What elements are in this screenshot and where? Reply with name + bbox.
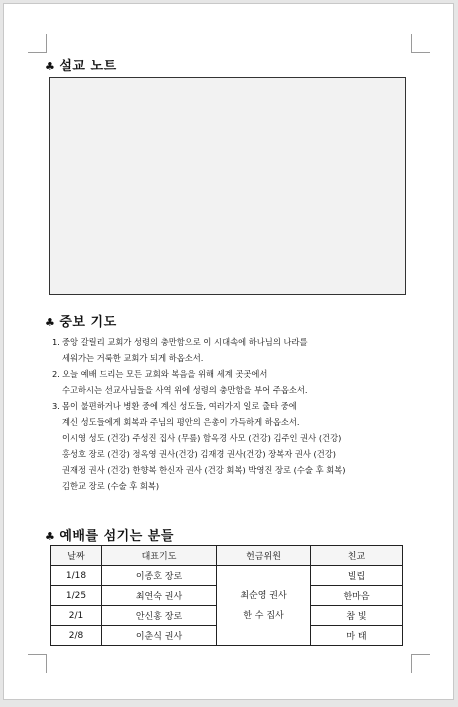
cell-date: 2/1	[51, 606, 102, 626]
prayer-line: 중앙 갈릴리 교회가 성령의 충만함으로 이 시대속에 하나님의 나라를	[62, 337, 308, 347]
prayer-line: 몸이 불편하거나 병환 중에 계신 성도들, 여러가지 일로 출타 중에	[62, 401, 297, 411]
header-fellowship: 친교	[311, 546, 403, 566]
cell-offering	[217, 566, 311, 646]
offering-name: 한 수 집사	[243, 610, 284, 621]
prayer-names-line: 권재정 권사 (건강) 한향복 한신자 권사 (건강 회복) 박영진 장로 (수술 후 회복)	[62, 465, 346, 475]
cell-lead-prayer: 안신홍 장로	[102, 606, 217, 626]
prayer-names-line: 김한교 장로 (수술 후 회복)	[62, 481, 160, 491]
margin-corner-bottom-right	[411, 654, 430, 673]
cell-fellowship: 마 태	[311, 626, 403, 646]
header-date: 날짜	[51, 546, 102, 566]
sermon-notes-title: 설교 노트	[59, 59, 117, 74]
table-header-row	[51, 546, 403, 566]
prayer-list	[50, 334, 395, 494]
sermon-notes-heading	[45, 55, 117, 74]
servers-title: 예배를 섬기는 분들	[59, 529, 174, 544]
prayer-names	[50, 430, 395, 494]
prayer-names-line: 이시영 성도 (건강) 주성진 집사 (무릎) 함옥경 사모 (건강) 김주인 권사 (건강)	[62, 433, 342, 443]
prayer-item	[50, 366, 395, 398]
prayer-item-number: 1.	[52, 337, 60, 347]
club-icon: ♣	[45, 316, 56, 329]
cell-date: 1/18	[51, 566, 102, 586]
margin-corner-top-left	[28, 34, 47, 53]
cell-date: 2/8	[51, 626, 102, 646]
prayer-item	[50, 398, 395, 430]
cell-lead-prayer: 이춘식 권사	[102, 626, 217, 646]
header-offering: 헌금위원	[217, 546, 311, 566]
prayer-line: 수고하시는 선교사님들을 사역 위에 성령의 충만함을 부어 주옵소서.	[62, 385, 308, 395]
offering-name: 최순영 권사	[240, 590, 287, 601]
table-row	[51, 566, 403, 586]
prayer-line: 오늘 예배 드리는 모든 교회와 복음을 위해 세계 곳곳에서	[62, 369, 268, 379]
servers-table	[50, 545, 403, 646]
margin-corner-bottom-left	[28, 654, 47, 673]
prayer-item-number: 2.	[52, 369, 60, 379]
cell-date: 1/25	[51, 586, 102, 606]
header-lead-prayer: 대표기도	[102, 546, 217, 566]
cell-fellowship: 빌립	[311, 566, 403, 586]
sermon-notes-box[interactable]	[49, 77, 406, 295]
prayer-heading	[45, 311, 117, 330]
prayer-item	[50, 334, 395, 366]
prayer-names-line: 홍성호 장로 (건강) 정옥영 권사(건강) 김재경 권사(건강) 장복자 권사 (건강)	[62, 449, 337, 459]
cell-fellowship: 한마음	[311, 586, 403, 606]
club-icon: ♣	[45, 60, 56, 73]
club-icon: ♣	[45, 530, 56, 543]
prayer-line: 세워가는 거룩한 교회가 되게 하옵소서.	[62, 353, 204, 363]
prayer-line: 계신 성도들에게 회복과 주님의 평안의 은총이 가득하게 하옵소서.	[62, 417, 300, 427]
document-page	[3, 3, 454, 700]
servers-heading	[45, 525, 174, 544]
prayer-item-number: 3.	[52, 401, 60, 411]
prayer-title: 중보 기도	[59, 315, 117, 330]
margin-corner-top-right	[411, 34, 430, 53]
cell-lead-prayer: 이종호 장로	[102, 566, 217, 586]
cell-fellowship: 참 빛	[311, 606, 403, 626]
cell-lead-prayer: 최연숙 권사	[102, 586, 217, 606]
